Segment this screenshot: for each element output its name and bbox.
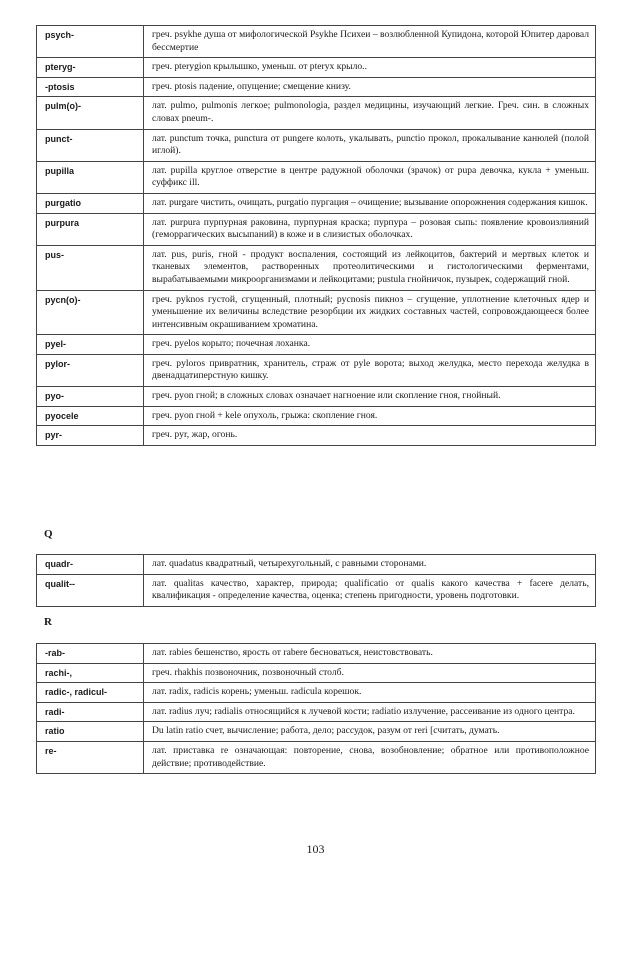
glossary-row [37,161,596,193]
glossary-row [37,663,596,683]
glossary-term: pyocele [37,406,144,426]
glossary-row [37,335,596,355]
glossary-definition: греч. rhakhis позвоночник, позвоночный столб. [144,663,596,683]
glossary-term: qualit-- [37,574,144,606]
glossary-row [37,702,596,722]
glossary-row [37,129,596,161]
glossary-row [37,213,596,245]
glossary-row [37,426,596,446]
glossary-row [37,193,596,213]
glossary-term: pycn(o)- [37,290,144,335]
glossary-row [37,741,596,773]
glossary-term: -ptosis [37,77,144,97]
glossary-table-p [36,25,596,446]
glossary-term: radi- [37,702,144,722]
glossary-row [37,683,596,703]
section-heading-q: Q [44,528,53,540]
glossary-definition: лат. punctum точка, punctura от pungere колоть, укалывать, punctio прокол, прокалывание канюлей (полой иглой). [144,129,596,161]
glossary-definition: лат. quadatus квадратный, четырехугольный, с равными сторонами. [144,555,596,575]
glossary-definition: греч. ptosis падение, опущение; смещение книзу. [144,77,596,97]
glossary-term: purgatio [37,193,144,213]
glossary-row [37,387,596,407]
glossary-table-r [36,643,596,774]
glossary-term: pupilla [37,161,144,193]
glossary-definition: греч. pyon гной + kele опухоль, грыжа: скопление гноя. [144,406,596,426]
glossary-term: radic-, radicul- [37,683,144,703]
glossary-term: pus- [37,245,144,290]
glossary-term: ratio [37,722,144,742]
glossary-definition: греч. pterygion крылышко, уменьш. от pteryx крыло.. [144,58,596,78]
glossary-definition: греч. pyelos корыто; почечная лоханка. [144,335,596,355]
glossary-definition: лат. rabies бешенство, ярость от rabere бесноваться, неистовствовать. [144,644,596,664]
glossary-term: rachi-, [37,663,144,683]
glossary-term: quadr- [37,555,144,575]
glossary-definition: лат. radius луч; radialis относящийся к лучевой кости; radiatio излучение, рассеивание из одного центра. [144,702,596,722]
glossary-term: psych- [37,26,144,58]
glossary-term: punct- [37,129,144,161]
glossary-term: pyr- [37,426,144,446]
glossary-term: pteryg- [37,58,144,78]
glossary-term: -rab- [37,644,144,664]
glossary-definition: Du latin ratio счет, вычисление; работа, дело; рассудок, разум от reri [считать, думать. [144,722,596,742]
glossary-definition: лат. qualitas качество, характер, природа; qualificatio от qualis какого качества + facere делать, квалификация - определение качества, оценка; степень пригодности, уровень подготовки. [144,574,596,606]
glossary-row [37,58,596,78]
glossary-row [37,290,596,335]
glossary-definition: греч. psykhe душа от мифологической Psykhe Психеи – возлюбленной Купидона, которой Юпитер даровал бессмертие [144,26,596,58]
glossary-definition: греч. pyknos густой, сгущенный, плотный; pycnosis пикноз – сгущение, уплотнение клеточных ядер и уменьшение их величины вследствие резорбции их жидких составных частей, сопровождающееся более интенсивным окрашиванием хроматина. [144,290,596,335]
glossary-row [37,574,596,606]
glossary-definition: лат. pus, puris, гной - продукт воспаления, состоящий из лейкоцитов, бактерий и мертвых клеток и тканевых элементов, растворенных протеолитическими и гистологическими ферментами, вырабатываемыми микроорганизмами и лейкоцитами; pustula гнойничок, пузырек, содержащий гной. [144,245,596,290]
glossary-definition: лат. radix, radicis корень; уменьш. radicula корешок. [144,683,596,703]
glossary-definition: греч. pyon гной; в сложных словах означает нагноение или скопление гноя, гнойный. [144,387,596,407]
section-heading-r: R [44,616,52,628]
glossary-definition: лат. pulmo, pulmonis легкое; pulmonologia, раздел медицины, изучающий легкие. Греч. син. в сложных словах pneum-. [144,97,596,129]
glossary-row [37,245,596,290]
glossary-row [37,644,596,664]
glossary-definition: греч. pyloros привратник, хранитель, страж от pyle ворота; выход желудка, место перехода желудка в двенадцатиперстную кишку. [144,354,596,386]
glossary-term: pyel- [37,335,144,355]
glossary-row [37,354,596,386]
glossary-row [37,555,596,575]
glossary-definition: греч. pyr, жар, огонь. [144,426,596,446]
glossary-row [37,97,596,129]
glossary-definition: лат. pupilla круглое отверстие в центре радужной оболочки (зрачок) от pupa девочка, кукла + уменьш. суффикс ill. [144,161,596,193]
glossary-term: pyo- [37,387,144,407]
glossary-definition: лат. purpura пурпурная раковина, пурпурная краска; пурпура – розовая сыпь: появление кровоизлияний (геморрагических высыпаний) в коже и в слизистых оболочках. [144,213,596,245]
glossary-table-q [36,554,596,607]
glossary-term: pylor- [37,354,144,386]
glossary-row [37,77,596,97]
glossary-definition: лат. purgare чистить, очищать, purgatio пургация – очищение; вызывание опорожнения содержания кишок. [144,193,596,213]
glossary-term: purpura [37,213,144,245]
glossary-term: re- [37,741,144,773]
glossary-row [37,722,596,742]
glossary-definition: лат. приставка re означающая: повторение, снова, возобновление; обратное или противоположное действие; противодействие. [144,741,596,773]
page-number: 103 [306,842,325,856]
glossary-row [37,26,596,58]
glossary-term: pulm(o)- [37,97,144,129]
glossary-row [37,406,596,426]
